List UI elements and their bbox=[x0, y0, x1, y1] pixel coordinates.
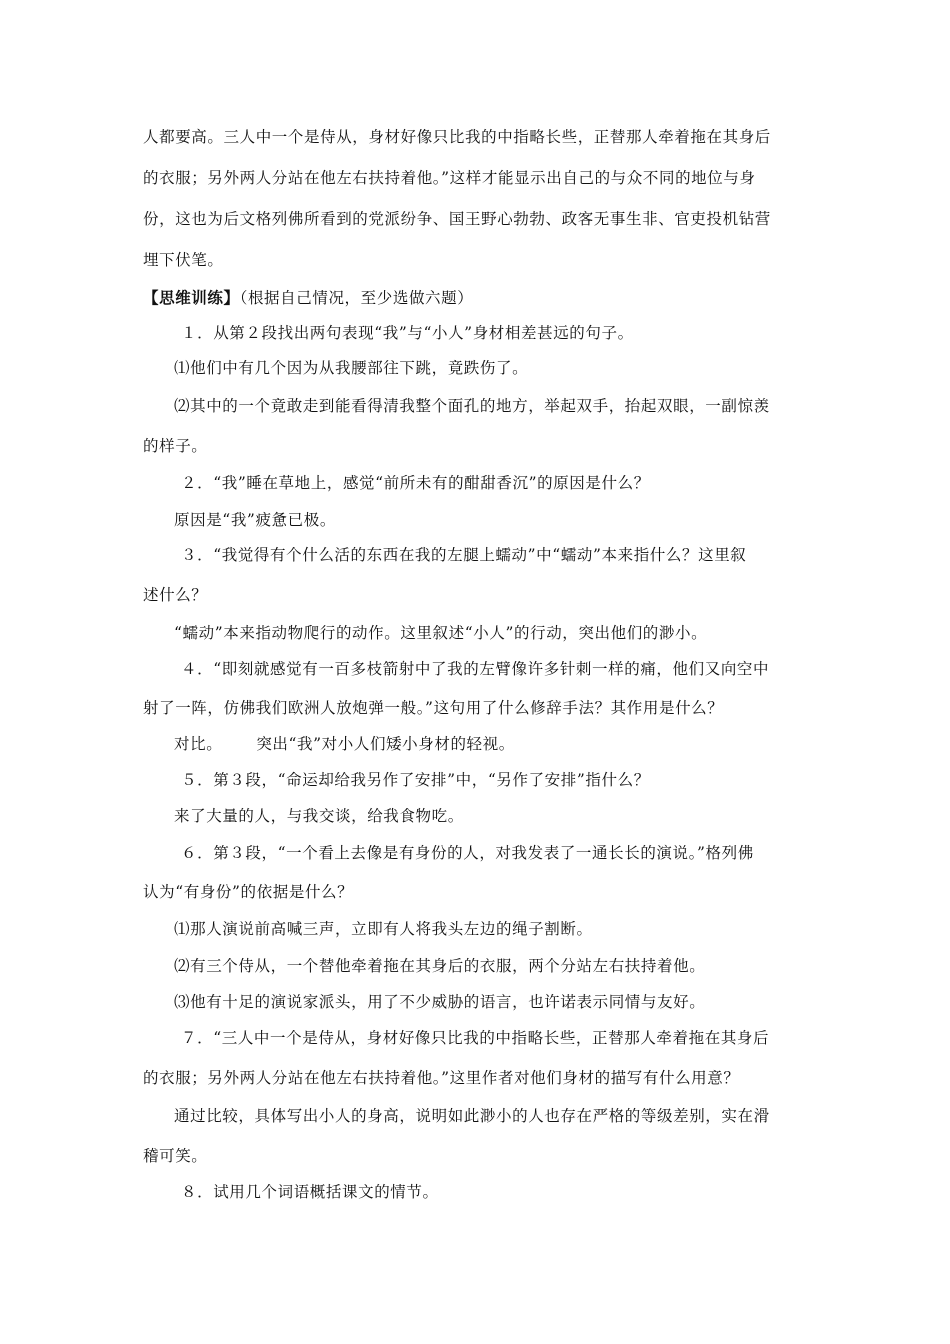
question-7-line-2: 的衣服；另外两人分站在他左右扶持着他。”这里作者对他们身材的描写有什么用意？ bbox=[143, 1069, 740, 1087]
answer-1-line-2: ⑵其中的一个竟敢走到能看得清我整个面孔的地方，举起双手，抬起双眼，一副惊羡 bbox=[174, 397, 770, 415]
answer-4-part-2: 突出“我”对小人们矮小身材的轻视。 bbox=[256, 735, 515, 753]
section-note: （根据自己情况，至少选做六题） bbox=[239, 289, 474, 307]
question-4-line-2: 射了一阵，仿佛我们欧洲人放炮弹一般。”这句用了什么修辞手法？其作用是什么？ bbox=[143, 699, 724, 717]
answer-7-line-1: 通过比较，具体写出小人的身高，说明如此渺小的人也存在严格的等级差别，实在滑 bbox=[174, 1107, 770, 1125]
intro-line-2: 的衣服；另外两人分站在他左右扶持着他。”这样才能显示出自己的与众不同的地位与身 bbox=[143, 169, 756, 187]
answer-3: “蠕动”本来指动物爬行的动作。这里叙述“小人”的行动，突出他们的渺小。 bbox=[174, 624, 708, 642]
answer-4 bbox=[174, 734, 515, 754]
answer-2: 原因是“我”疲惫已极。 bbox=[174, 511, 336, 529]
question-4-line-1: ４．“即刻就感觉有一百多枝箭射中了我的左臂像许多针刺一样的痛，他们又向空中 bbox=[181, 660, 770, 678]
intro-line-4: 埋下伏笔。 bbox=[143, 251, 224, 269]
answer-6-line-3: ⑶他有十足的演说家派头，用了不少威胁的语言，也许诺表示同情与友好。 bbox=[174, 993, 706, 1011]
intro-line-1: 人都要高。三人中一个是侍从，身材好像只比我的中指略长些，正替那人牵着拖在其身后 bbox=[143, 128, 771, 146]
intro-line-3: 份，这也为后文格列佛所看到的党派纷争、国王野心勃勃、政客无事生非、官吏投机钻营 bbox=[143, 210, 771, 228]
question-6-line-2: 认为“有身份”的依据是什么？ bbox=[143, 883, 354, 901]
question-3-line-1: ３．“我觉得有个什么活的东西在我的左腿上蠕动”中“蠕动”本来指什么？这里叙 bbox=[181, 546, 747, 564]
question-3-line-2: 述什么？ bbox=[143, 586, 208, 604]
answer-6-line-1: ⑴那人演说前高喊三声，立即有人将我头左边的绳子割断。 bbox=[174, 920, 593, 938]
question-5: ５．第３段，“命运却给我另作了安排”中，“另作了安排”指什么？ bbox=[181, 771, 650, 789]
answer-4-part-1: 对比。 bbox=[174, 735, 223, 753]
answer-1-line-3: 的样子。 bbox=[143, 437, 208, 455]
question-1: １．从第２段找出两句表现“我”与“小人”身材相差甚远的句子。 bbox=[181, 324, 634, 342]
question-2: ２．“我”睡在草地上，感觉“前所未有的酣甜香沉”的原因是什么？ bbox=[181, 474, 650, 492]
section-title: 【思维训练】 bbox=[143, 288, 240, 307]
question-8: ８．试用几个词语概括课文的情节。 bbox=[181, 1183, 439, 1201]
question-7-line-1: ７．“三人中一个是侍从，身材好像只比我的中指略长些，正替那人牵着拖在其身后 bbox=[181, 1029, 770, 1047]
answer-1-line-1: ⑴他们中有几个因为从我腰部往下跳，竟跌伤了。 bbox=[174, 359, 529, 377]
answer-5: 来了大量的人，与我交谈，给我食物吃。 bbox=[174, 807, 464, 825]
section-heading bbox=[143, 288, 473, 308]
answer-7-line-2: 稽可笑。 bbox=[143, 1147, 208, 1165]
answer-6-line-2: ⑵有三个侍从，一个替他牵着拖在其身后的衣服，两个分站左右扶持着他。 bbox=[174, 957, 706, 975]
question-6-line-1: ６．第３段，“一个看上去像是有身份的人，对我发表了一通长长的演说。”格列佛 bbox=[181, 844, 754, 862]
